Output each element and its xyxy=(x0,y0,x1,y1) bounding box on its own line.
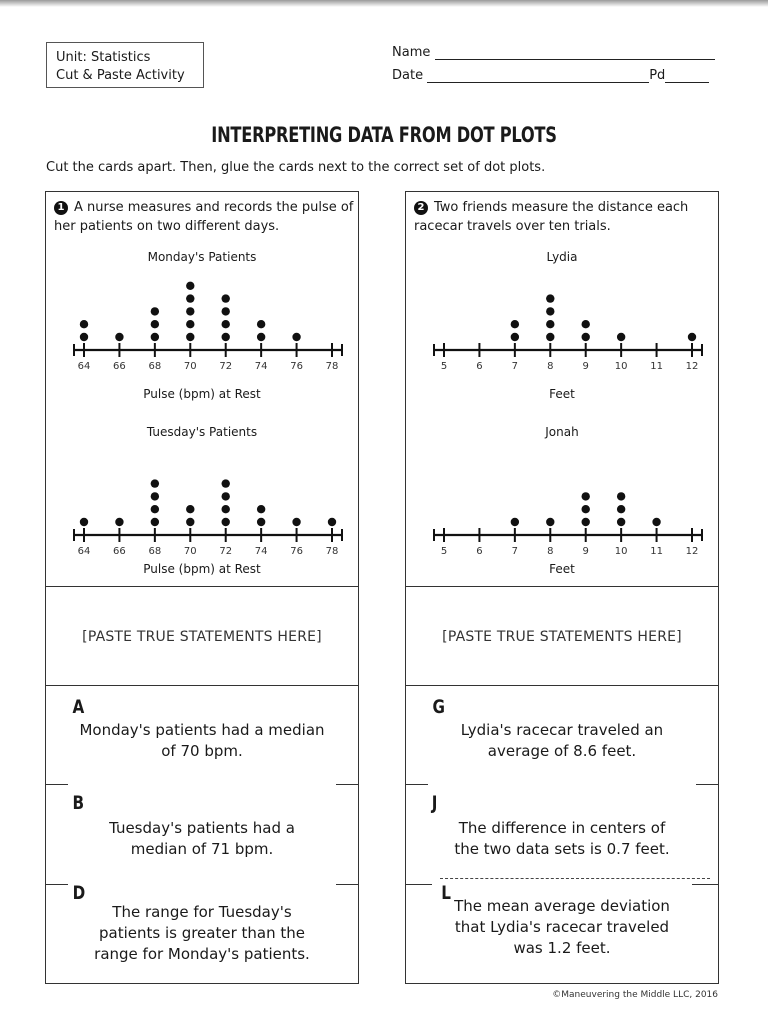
dot-plot-monday xyxy=(46,270,360,370)
data-dot xyxy=(151,518,159,526)
data-dot xyxy=(292,518,300,526)
data-dot xyxy=(688,333,696,341)
tick-label: 64 xyxy=(77,546,91,555)
tick-label: 11 xyxy=(650,361,663,370)
card-letter: B xyxy=(72,792,85,814)
tick-label: 66 xyxy=(113,361,126,370)
tick-label: 78 xyxy=(325,546,339,555)
data-dot xyxy=(582,320,590,328)
dot-plot-lydia xyxy=(406,270,720,370)
card-a[interactable] xyxy=(46,686,358,784)
card-text xyxy=(46,720,358,762)
data-dot xyxy=(222,307,230,315)
card-d[interactable] xyxy=(46,882,358,982)
data-dot xyxy=(186,294,194,302)
data-dot xyxy=(617,505,625,513)
plot-title-tuesday: Tuesday's Patients xyxy=(146,425,258,439)
tick-label: 68 xyxy=(148,546,162,555)
top-edge-shadow xyxy=(0,0,768,7)
card-text xyxy=(46,818,358,860)
pd-label: Pd xyxy=(649,68,666,83)
tick-label: 76 xyxy=(290,361,303,370)
section-divider xyxy=(46,586,358,587)
cut-mark xyxy=(336,784,358,785)
cut-mark xyxy=(692,884,718,885)
tick-label: 12 xyxy=(685,546,699,555)
data-dot xyxy=(546,307,554,315)
data-dot xyxy=(151,505,159,513)
data-dot xyxy=(617,333,625,341)
problem-number-badge: 1 xyxy=(54,201,68,215)
card-text-line: Tuesday's patients had a xyxy=(109,819,295,837)
card-text-line: range for Monday's patients. xyxy=(94,945,310,963)
plot-title-lydia: Lydia xyxy=(546,250,578,264)
cut-mark xyxy=(46,784,68,785)
card-text-line: average of 8.6 feet. xyxy=(487,742,637,760)
data-dot xyxy=(222,505,230,513)
data-dot xyxy=(80,518,88,526)
tick-label: 8 xyxy=(547,546,554,555)
tick-label: 12 xyxy=(685,361,699,370)
date-field[interactable] xyxy=(392,68,709,83)
name-label: Name xyxy=(392,45,431,60)
tick-label: 72 xyxy=(219,546,233,555)
data-dot xyxy=(80,320,88,328)
data-dot xyxy=(292,333,300,341)
card-text-line: patients is greater than the xyxy=(98,924,305,942)
data-dot xyxy=(186,505,194,513)
data-dot xyxy=(115,518,123,526)
card-text xyxy=(406,818,718,860)
tick-label: 70 xyxy=(183,546,197,555)
pd-blank[interactable] xyxy=(665,70,709,83)
data-dot xyxy=(115,333,123,341)
card-text xyxy=(46,902,358,965)
data-dot xyxy=(257,505,265,513)
data-dot xyxy=(582,333,590,341)
unit-line: Unit: Statistics xyxy=(56,50,151,65)
unit-box xyxy=(46,42,204,88)
data-dot xyxy=(582,492,590,500)
data-dot xyxy=(186,320,194,328)
axis-label-lydia: Feet xyxy=(549,387,575,401)
card-text-line: the two data sets is 0.7 feet. xyxy=(454,840,670,858)
data-dot xyxy=(151,320,159,328)
name-blank[interactable] xyxy=(435,47,715,60)
problem-2-prompt xyxy=(414,198,714,236)
data-dot xyxy=(546,518,554,526)
tick-label: 8 xyxy=(547,361,554,370)
tick-label: 70 xyxy=(183,361,197,370)
card-text-line: was 1.2 feet. xyxy=(513,939,611,957)
tick-label: 9 xyxy=(582,361,589,370)
data-dot xyxy=(222,492,230,500)
cut-mark xyxy=(406,784,428,785)
card-text-line: of 70 bpm. xyxy=(161,742,243,760)
card-text-line: The range for Tuesday's xyxy=(112,903,292,921)
cut-line-dashed xyxy=(440,878,710,879)
card-text-line: that Lydia's racecar traveled xyxy=(454,918,670,936)
data-dot xyxy=(222,518,230,526)
tick-label: 66 xyxy=(113,546,126,555)
tick-label: 74 xyxy=(254,361,268,370)
data-dot xyxy=(80,333,88,341)
data-dot xyxy=(582,518,590,526)
data-dot xyxy=(511,518,519,526)
data-dot xyxy=(257,320,265,328)
data-dot xyxy=(151,333,159,341)
data-dot xyxy=(222,294,230,302)
problem-2-text: Two friends measure the distance each racecar travels over ten trials. xyxy=(414,200,689,234)
dot-plot-tuesday xyxy=(46,445,360,555)
data-dot xyxy=(222,320,230,328)
data-dot xyxy=(222,479,230,487)
card-letter: D xyxy=(72,882,86,904)
tick-label: 11 xyxy=(650,546,663,555)
tick-label: 6 xyxy=(476,546,483,555)
card-text xyxy=(406,720,718,762)
data-dot xyxy=(546,333,554,341)
data-dot xyxy=(151,479,159,487)
card-text-line: Lydia's racecar traveled an xyxy=(460,721,664,739)
tick-label: 78 xyxy=(325,361,339,370)
problem-1-text: A nurse measures and records the pulse of her patients on two different days. xyxy=(54,200,354,234)
data-dot xyxy=(546,294,554,302)
data-dot xyxy=(186,333,194,341)
tick-label: 7 xyxy=(511,546,519,555)
cut-mark xyxy=(696,784,718,785)
activity-line: Cut & Paste Activity xyxy=(56,68,185,83)
cut-mark xyxy=(46,884,68,885)
instructions: Cut the cards apart. Then, glue the cards next to the correct set of dot plots. xyxy=(46,160,546,175)
tick-label: 68 xyxy=(148,361,162,370)
data-dot xyxy=(617,492,625,500)
data-dot xyxy=(328,518,336,526)
tick-label: 72 xyxy=(219,361,233,370)
plot-title-jonah: Jonah xyxy=(545,425,579,439)
card-text-line: The difference in centers of xyxy=(458,819,666,837)
plot-title-monday: Monday's Patients xyxy=(147,250,257,264)
tick-label: 7 xyxy=(511,361,519,370)
paste-area-label: [PASTE TRUE STATEMENTS HERE] xyxy=(82,629,322,645)
section-divider xyxy=(406,586,718,587)
tick-label: 9 xyxy=(582,546,589,555)
card-g[interactable] xyxy=(406,686,718,784)
data-dot xyxy=(222,333,230,341)
axis-label-monday: Pulse (bpm) at Rest xyxy=(143,387,261,401)
problem-1-prompt xyxy=(54,198,354,236)
card-letter: J xyxy=(431,792,438,814)
card-text-line: Monday's patients had a median xyxy=(79,721,325,739)
data-dot xyxy=(511,320,519,328)
card-letter: G xyxy=(432,696,446,718)
card-text xyxy=(406,896,718,959)
paste-area-label: [PASTE TRUE STATEMENTS HERE] xyxy=(442,629,682,645)
card-text-line: median of 71 bpm. xyxy=(130,840,274,858)
date-blank[interactable] xyxy=(427,70,649,83)
problem-1-panel xyxy=(45,191,359,984)
card-letter: A xyxy=(72,696,85,718)
card-letter: L xyxy=(441,882,451,904)
data-dot xyxy=(186,307,194,315)
data-dot xyxy=(546,320,554,328)
card-l[interactable] xyxy=(406,882,718,982)
axis-label-tuesday: Pulse (bpm) at Rest xyxy=(143,562,261,576)
copyright: ©Maneuvering the Middle LLC, 2016 xyxy=(552,990,718,1000)
date-label: Date xyxy=(392,68,424,83)
cut-mark xyxy=(336,884,358,885)
tick-label: 6 xyxy=(476,361,483,370)
page-title: INTERPRETING DATA FROM DOT PLOTS xyxy=(211,123,557,147)
data-dot xyxy=(617,518,625,526)
tick-label: 5 xyxy=(440,546,448,555)
tick-label: 5 xyxy=(440,361,448,370)
dot-plot-jonah xyxy=(406,445,720,555)
data-dot xyxy=(151,307,159,315)
card-text-line: The mean average deviation xyxy=(454,897,670,915)
tick-label: 10 xyxy=(614,361,628,370)
data-dot xyxy=(186,518,194,526)
data-dot xyxy=(257,518,265,526)
problem-number-badge: 2 xyxy=(414,201,428,215)
data-dot xyxy=(257,333,265,341)
axis-label-jonah: Feet xyxy=(549,562,575,576)
data-dot xyxy=(582,505,590,513)
data-dot xyxy=(652,518,660,526)
tick-label: 64 xyxy=(77,361,91,370)
data-dot xyxy=(511,333,519,341)
card-j[interactable] xyxy=(406,786,718,882)
data-dot xyxy=(186,282,194,290)
tick-label: 74 xyxy=(254,546,268,555)
name-field[interactable] xyxy=(392,45,715,60)
card-b[interactable] xyxy=(46,786,358,882)
problem-2-panel xyxy=(405,191,719,984)
data-dot xyxy=(151,492,159,500)
cut-mark xyxy=(406,884,432,885)
tick-label: 10 xyxy=(614,546,628,555)
tick-label: 76 xyxy=(290,546,303,555)
